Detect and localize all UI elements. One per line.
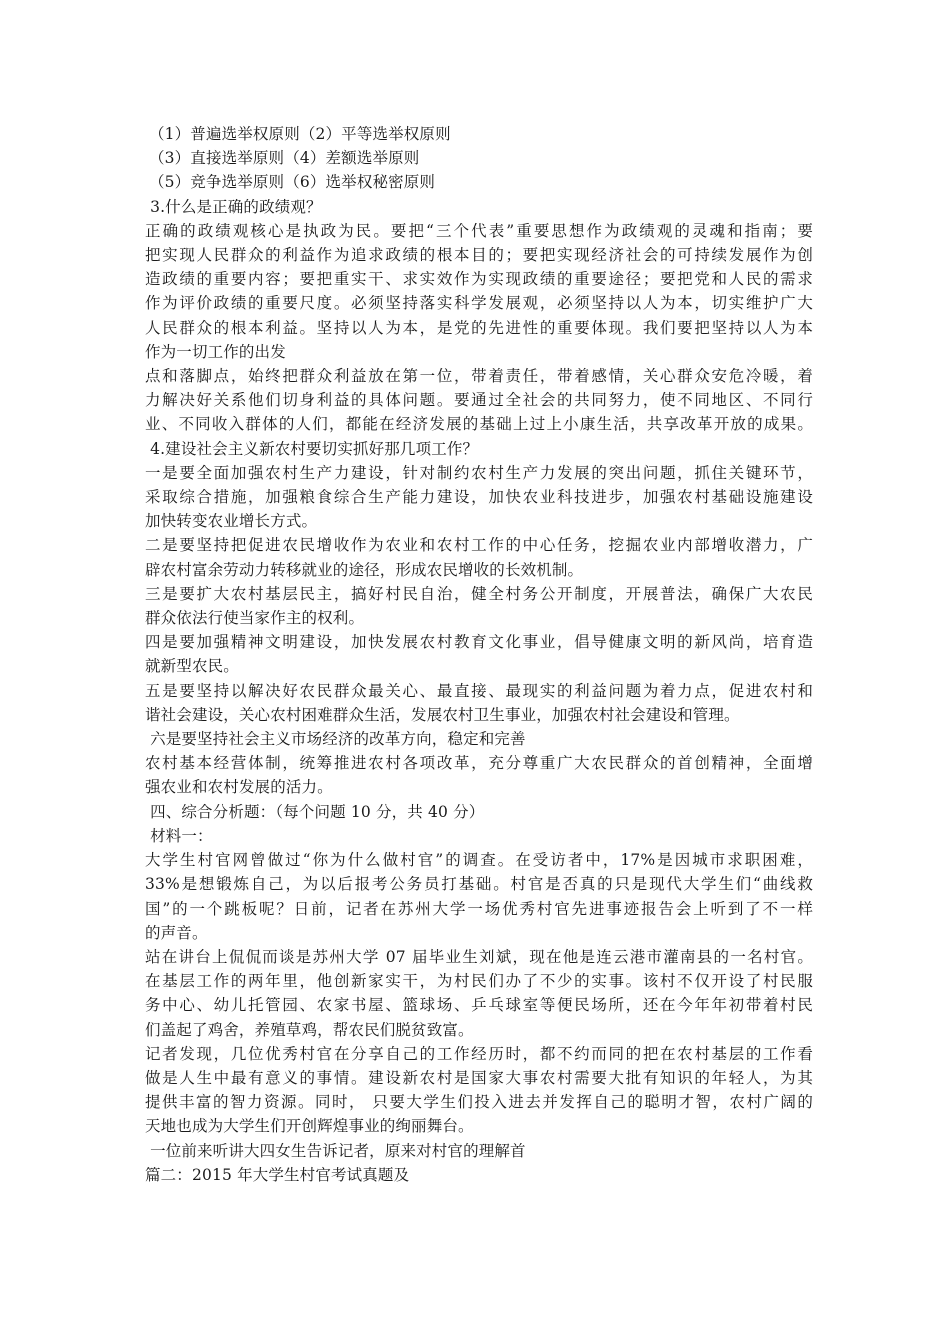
text-line: 力解决好关系他们切身利益的具体问题。要通过全社会的共同努力，使不同地区、不同行 (145, 391, 813, 410)
text-line: 人民群众的根本利益。坚持以人为本，是党的先进性的重要体现。我们要把坚持以人为本 (145, 318, 813, 337)
text-line: 业、不同收入群体的人们，都能在经济发展的基础上过上小康生活，共享改革开放的成果。 (145, 415, 813, 434)
material-label: 材料一： (145, 826, 213, 845)
text-line: 农村基本经营体制，统筹推进农村各项改革，充分尊重广大农民群众的首创精神，全面增 (145, 754, 813, 773)
text-line: 加快转变农业增长方式。 (145, 512, 318, 531)
text-line: 正确的政绩观核心是执政为民。要把“三个代表”重要思想作为政绩观的灵魂和指南；要 (145, 221, 813, 240)
text-line: （1）普遍选举权原则（2）平等选举权原则 (149, 125, 451, 143)
text-line: 一是要全面加强农村生产力建设，针对制约农村生产力发展的突出问题，抓住关键环节， (145, 463, 813, 482)
text-line: 做是人生中最有意义的事情。建设新农村是国家大事农村需要大批有知识的年轻人，为其 (145, 1068, 813, 1087)
text-line: 一位前来听讲大四女生告诉记者，原来对村官的理解首 (145, 1141, 526, 1160)
text-line: （3）直接选举原则（4）差额选举原则 (149, 149, 420, 168)
text-line: 辟农村富余劳动力转移就业的途径，形成农民增收的长效机制。 (145, 560, 584, 579)
text-line: 把实现人民群众的利益作为追求政绩的根本目的；要把实现经济社会的可持续发展作为创 (145, 246, 813, 265)
text-line: 的声音。 (145, 923, 208, 942)
text-line: 三是要扩大农村基层民主，搞好村民自治，健全村务公开制度，开展普法，确保广大农民 (145, 584, 813, 603)
text-line: 大学生村官网曾做过“你为什么做村官”的调查。在受访者中，17%是因城市求职困难， (145, 851, 813, 870)
text-line: 六是要坚持社会主义市场经济的改革方向，稳定和完善 (145, 730, 526, 749)
section-heading: 四、综合分析题：（每个问题 10 分，共 40 分） (145, 802, 485, 821)
text-line: 点和落脚点，始终把群众利益放在第一位，带着责任，带着感情，关心群众安危冷暖，着 (145, 367, 813, 386)
section-heading: 篇二：2015 年大学生村官考试真题及 (145, 1165, 410, 1184)
text-line: 天地也成为大学生们开创辉煌事业的绚丽舞台。 (145, 1117, 474, 1136)
text-line: 就新型农民。 (145, 657, 239, 676)
text-line: （5）竞争选举原则（6）选举权秘密原则 (149, 173, 436, 192)
section-heading: 3.什么是正确的政绩观？ (145, 197, 322, 216)
text-line: 务中心、幼儿托管园、农家书屋、篮球场、乒乓球室等便民场所，还在今年年初带着村民 (145, 996, 813, 1015)
text-line: 国”的一个跳板呢？日前，记者在苏州大学一场优秀村官先进事迹报告会上听到了不一样 (145, 899, 813, 918)
section-heading: 4.建设社会主义新农村要切实抓好那几项工作？ (145, 439, 479, 458)
text-line: 33%是想锻炼自己，为以后报考公务员打基础。村官是否真的只是现代大学生们“曲线救 (145, 875, 813, 894)
text-line: 造政绩的重要内容；要把重实干、求实效作为实现政绩的重要途径；要把党和人民的需求 (145, 270, 813, 289)
text-line: 二是要坚持把促进农民增收作为农业和农村工作的中心任务，挖掘农业内部增收潜力，广 (145, 536, 813, 555)
text-line: 群众依法行使当家作主的权利。 (145, 609, 365, 628)
text-line: 记者发现，几位优秀村官在分享自己的工作经历时，都不约而同的把在农村基层的工作看 (145, 1044, 813, 1063)
text-line: 五是要坚持以解决好农民群众最关心、最直接、最现实的利益问题为着力点，促进农村和 (145, 681, 813, 700)
text-line: 作为一切工作的出发 (145, 342, 286, 361)
text-line: 四是要加强精神文明建设，加快发展农村教育文化事业，倡导健康文明的新风尚，培育造 (145, 633, 813, 652)
text-line: 们盖起了鸡舍，养殖草鸡，帮农民们脱贫致富。 (145, 1020, 474, 1039)
document-body (145, 122, 813, 1187)
text-line: 采取综合措施，加强粮食综合生产能力建设，加快农业科技进步，加强农村基础设施建设 (145, 488, 813, 507)
text-line: 作为评价政绩的重要尺度。必须坚持落实科学发展观，必须坚持以人为本，切实维护广大 (145, 294, 813, 313)
text-line: 谐社会建设，关心农村困难群众生活，发展农村卫生事业，加强农村社会建设和管理。 (145, 705, 740, 724)
text-line: 在基层工作的两年里，他创新家实干，为村民们办了不少的实事。该村不仅开设了村民服 (145, 972, 813, 991)
text-line: 提供丰富的智力资源。同时， 只要大学生们投入进去并发挥自己的聪明才智，农村广阔的 (145, 1093, 813, 1112)
text-line: 强农业和农村发展的活力。 (145, 778, 333, 797)
text-line: 站在讲台上侃侃而谈是苏州大学 07 届毕业生刘斌，现在他是连云港市灌南县的一名村官。 (145, 947, 813, 966)
